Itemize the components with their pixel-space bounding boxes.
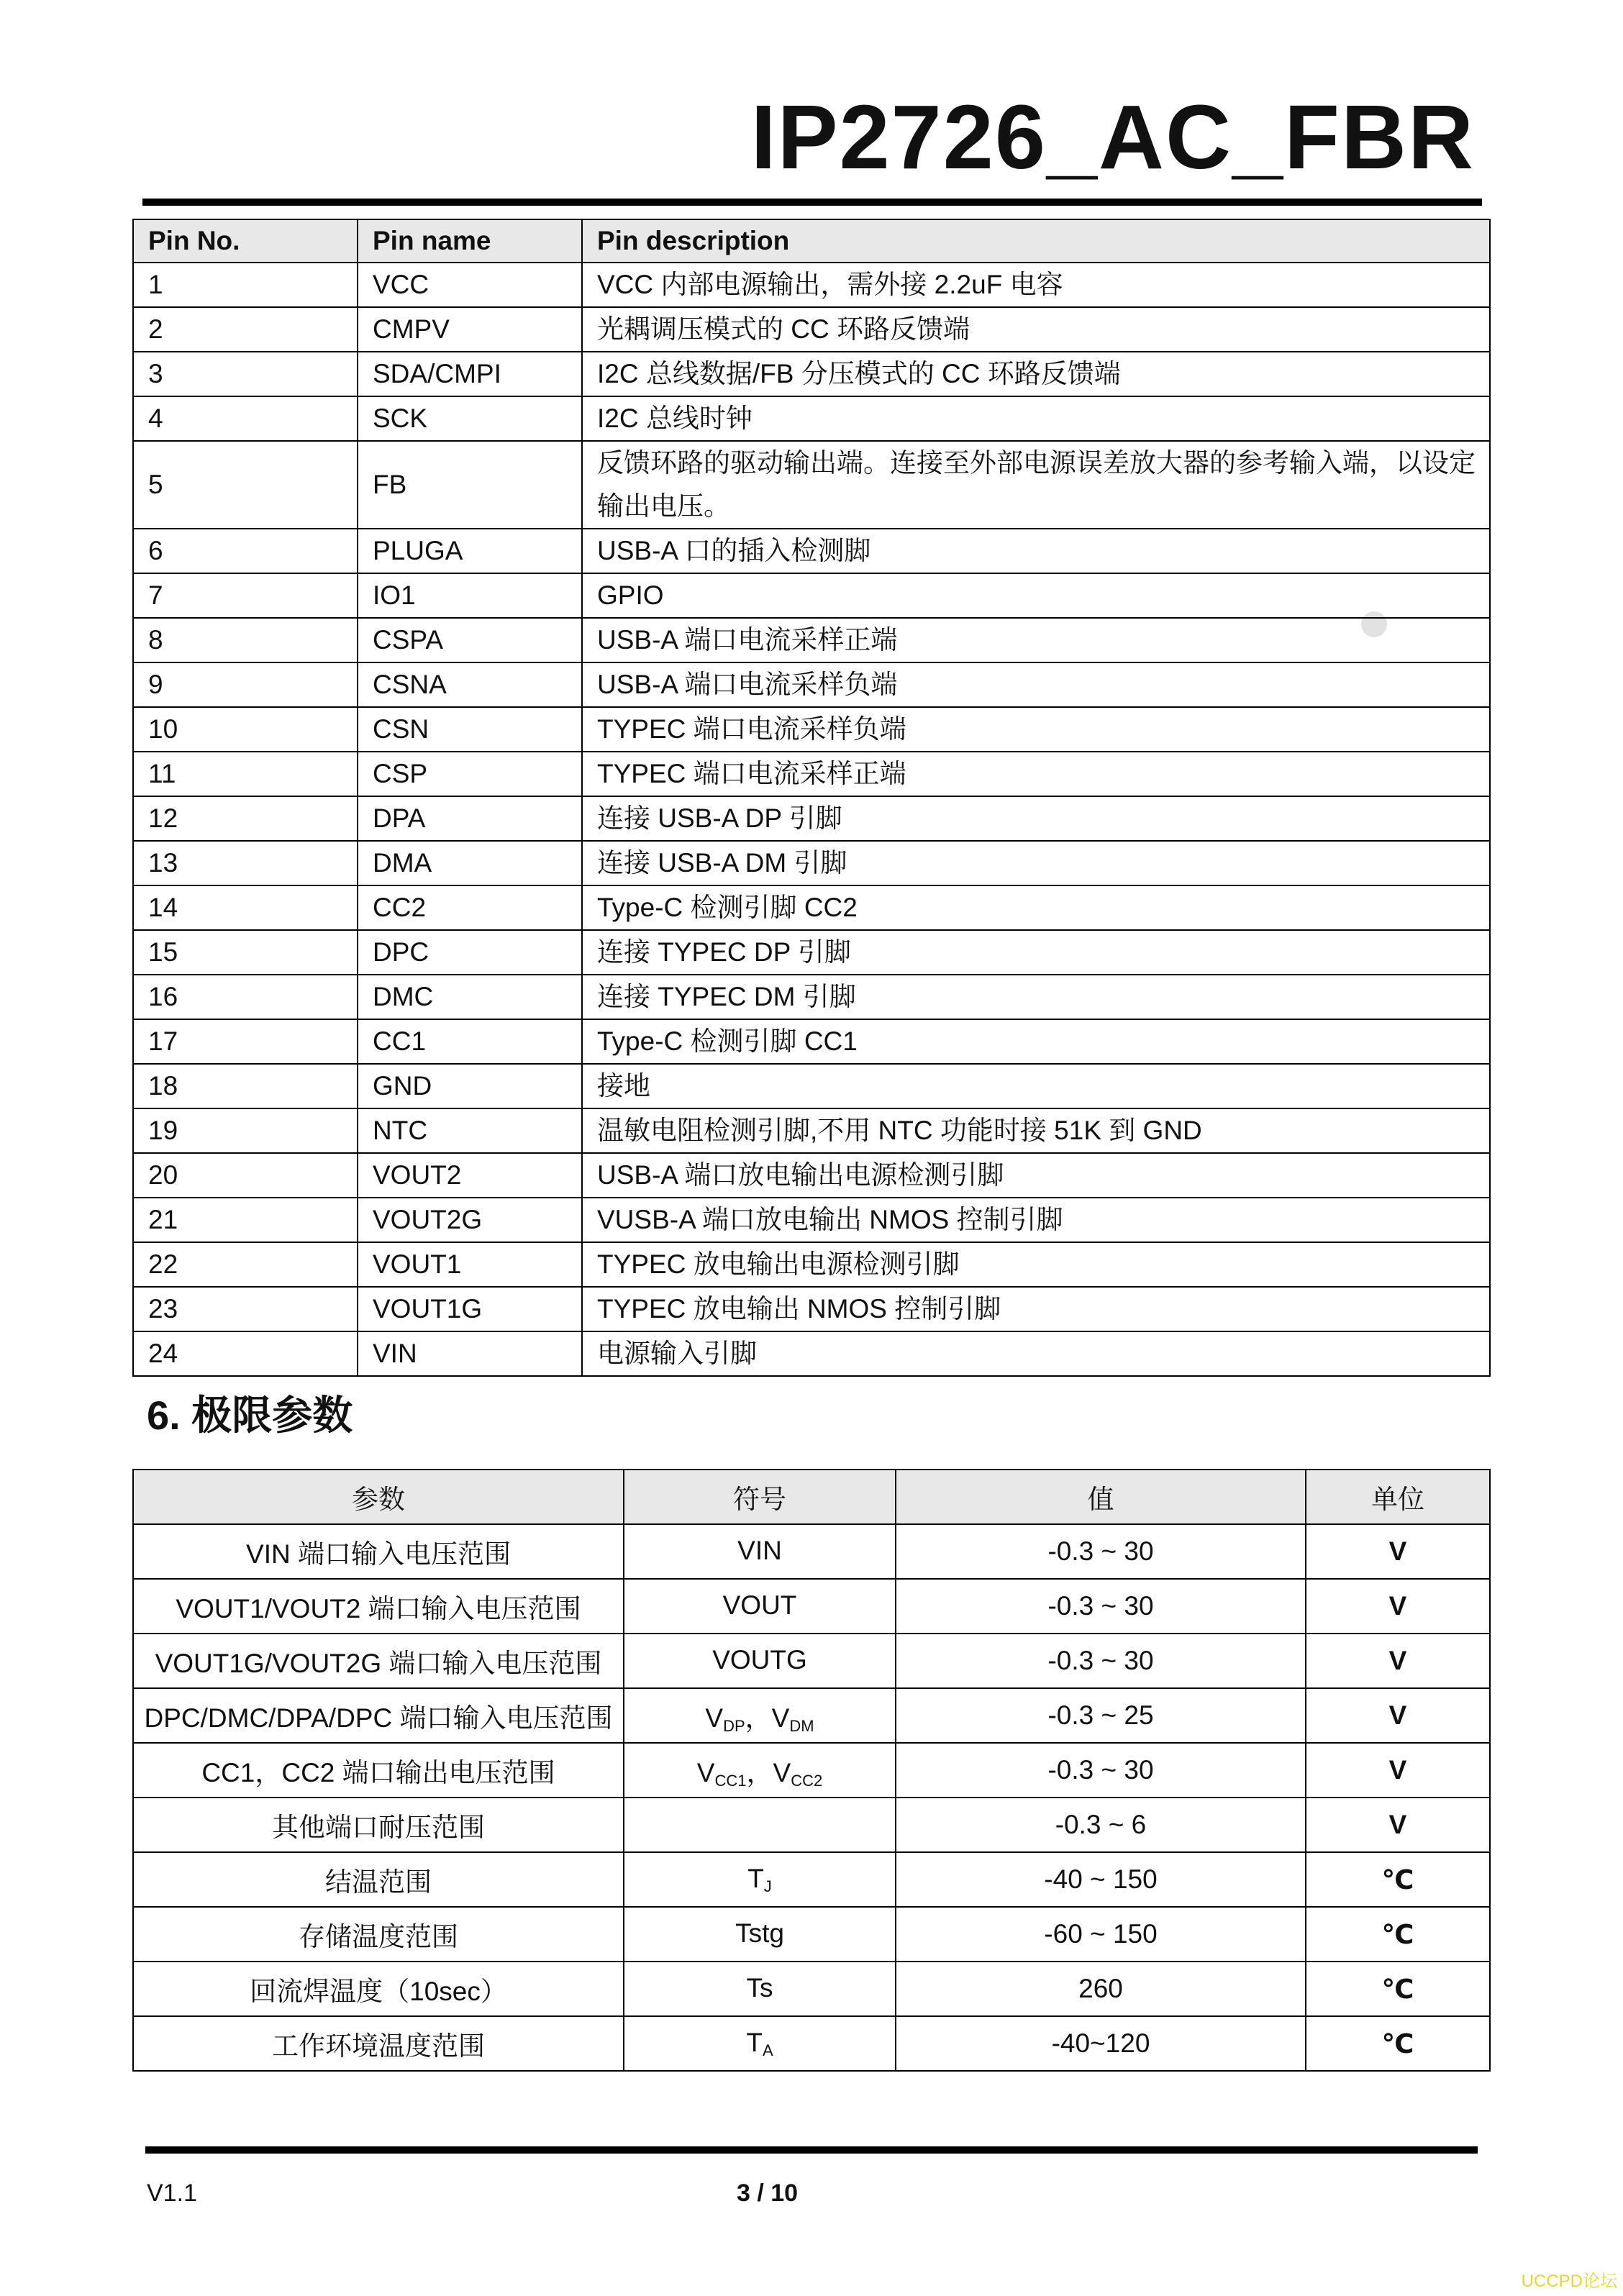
pin-description-table <box>132 219 1491 1377</box>
value-cell: -0.3 ~ 25 <box>896 1688 1306 1743</box>
table-row <box>133 529 1490 573</box>
unit-cell: V <box>1306 1798 1490 1852</box>
pin-no-cell: 9 <box>133 662 358 707</box>
pin-description-cell: TYPEC 放电输出电源检测引脚 <box>582 1242 1490 1287</box>
table-row <box>133 930 1490 975</box>
pin-description-cell: I2C 总线数据/FB 分压模式的 CC 环路反馈端 <box>582 352 1490 396</box>
pin-name-cell: DMA <box>358 841 582 885</box>
symbol-cell <box>624 2016 896 2071</box>
pin-name-cell: CSNA <box>358 662 582 707</box>
pin-name-cell: VOUT2 <box>358 1153 582 1198</box>
pin-name-cell: FB <box>358 441 582 529</box>
pin-description-cell: 连接 TYPEC DM 引脚 <box>582 975 1490 1019</box>
pin-no-cell: 18 <box>133 1064 358 1108</box>
pin-description-cell: 温敏电阻检测引脚,不用 NTC 功能时接 51K 到 GND <box>582 1108 1490 1153</box>
pin-description-cell: 光耦调压模式的 CC 环路反馈端 <box>582 307 1490 352</box>
table-row <box>133 1064 1490 1108</box>
pin-no-cell: 8 <box>133 618 358 662</box>
pin-name-cell: CSP <box>358 752 582 796</box>
symbol-text-2: ，V <box>746 1757 791 1787</box>
table-row <box>133 441 1490 529</box>
pin-name-cell: DMC <box>358 975 582 1019</box>
footer-page-number: 3 / 10 <box>737 2179 799 2207</box>
table-row <box>133 1198 1490 1242</box>
table-row <box>133 352 1490 396</box>
pin-no-cell: 10 <box>133 707 358 752</box>
table-row <box>133 885 1490 930</box>
footer-version: V1.1 <box>147 2179 197 2207</box>
table-row <box>133 752 1490 796</box>
pin-no-cell: 2 <box>133 307 358 352</box>
symbol-text: VIN <box>737 1535 782 1565</box>
pin-no-cell: 19 <box>133 1108 358 1153</box>
pin-name-cell: PLUGA <box>358 529 582 573</box>
table-row <box>133 1579 1490 1634</box>
pin-description-cell: USB-A 端口电流采样正端 <box>582 618 1490 662</box>
param-cell: VIN 端口输入电压范围 <box>133 1524 624 1579</box>
table-row <box>133 841 1490 885</box>
pin-name-cell: DPA <box>358 796 582 841</box>
watermark: UCCPD论坛 <box>1521 2272 1617 2291</box>
symbol-cell <box>624 1852 896 1907</box>
title-rule <box>142 199 1482 206</box>
table-row <box>133 1907 1490 1962</box>
table-row <box>133 573 1490 618</box>
value-cell: -0.3 ~ 30 <box>896 1743 1306 1798</box>
pin-name-cell: SCK <box>358 396 582 441</box>
table-row <box>133 618 1490 662</box>
pin-name-cell: SDA/CMPI <box>358 352 582 396</box>
table-row <box>133 1852 1490 1907</box>
param-cell: VOUT1/VOUT2 端口输入电压范围 <box>133 1579 624 1634</box>
col-header-pin-no: Pin No. <box>133 219 358 263</box>
table-row <box>133 2016 1490 2071</box>
table-row <box>133 975 1490 1019</box>
table-row <box>133 1287 1490 1331</box>
document-title: IP2726_AC_FBR <box>750 86 1475 188</box>
param-cell: 存储温度范围 <box>133 1907 624 1962</box>
symbol-subscript: A <box>762 2041 773 2059</box>
col-header-param: 参数 <box>133 1470 624 1524</box>
unit-cell: ℃ <box>1306 1852 1490 1907</box>
col-header-value: 值 <box>896 1470 1306 1524</box>
value-cell: -0.3 ~ 30 <box>896 1579 1306 1634</box>
pin-name-cell: CSPA <box>358 618 582 662</box>
symbol-text: Ts <box>746 1972 773 2003</box>
pin-name-cell: VOUT1 <box>358 1242 582 1287</box>
pin-table-body <box>133 263 1490 1376</box>
value-cell: -0.3 ~ 6 <box>896 1798 1306 1852</box>
footer-rule <box>145 2146 1478 2154</box>
pin-description-cell: GPIO <box>582 573 1490 618</box>
pin-name-cell: CC1 <box>358 1019 582 1064</box>
col-header-pin-description: Pin description <box>582 219 1490 263</box>
pin-name-cell: CMPV <box>358 307 582 352</box>
pin-no-cell: 24 <box>133 1331 358 1376</box>
symbol-cell <box>624 1524 896 1579</box>
table-header-row <box>133 219 1490 263</box>
symbol-subscript: CC1 <box>714 1771 747 1790</box>
symbol-cell <box>624 1962 896 2016</box>
table-row <box>133 1331 1490 1376</box>
unit-cell: ℃ <box>1306 1907 1490 1962</box>
table-row <box>133 307 1490 352</box>
pin-description-cell: 电源输入引脚 <box>582 1331 1490 1376</box>
pin-description-cell: 连接 TYPEC DP 引脚 <box>582 930 1490 975</box>
limits-table-body <box>133 1524 1490 2071</box>
pin-no-cell: 5 <box>133 441 358 529</box>
pin-no-cell: 6 <box>133 529 358 573</box>
pin-description-cell: USB-A 端口放电输出电源检测引脚 <box>582 1153 1490 1198</box>
pin-no-cell: 13 <box>133 841 358 885</box>
value-cell: -0.3 ~ 30 <box>896 1524 1306 1579</box>
value-cell: -40~120 <box>896 2016 1306 2071</box>
section-heading: 6. 极限参数 <box>147 1393 353 1438</box>
symbol-subscript-2: CC2 <box>791 1771 823 1790</box>
table-row <box>133 1798 1490 1852</box>
pin-description-cell: 接地 <box>582 1064 1490 1108</box>
pin-no-cell: 22 <box>133 1242 358 1287</box>
col-header-pin-name: Pin name <box>358 219 582 263</box>
table-row <box>133 1743 1490 1798</box>
unit-cell: V <box>1306 1524 1490 1579</box>
param-cell: DPC/DMC/DPA/DPC 端口输入电压范围 <box>133 1688 624 1743</box>
col-header-unit: 单位 <box>1306 1470 1490 1524</box>
pin-description-cell: 连接 USB-A DM 引脚 <box>582 841 1490 885</box>
table-row <box>133 1524 1490 1579</box>
table-row <box>133 1153 1490 1198</box>
value-cell: -0.3 ~ 30 <box>896 1634 1306 1688</box>
unit-cell: ℃ <box>1306 2016 1490 2071</box>
unit-cell: V <box>1306 1688 1490 1743</box>
symbol-text: VOUT <box>722 1590 797 1620</box>
value-cell: -40 ~ 150 <box>896 1852 1306 1907</box>
pin-no-cell: 15 <box>133 930 358 975</box>
pin-description-cell: 反馈环路的驱动输出端。连接至外部电源误差放大器的参考输入端，以设定输出电压。 <box>582 441 1490 529</box>
param-cell: CC1，CC2 端口输出电压范围 <box>133 1743 624 1798</box>
symbol-text: VOUTG <box>712 1644 807 1675</box>
symbol-subscript: J <box>763 1877 772 1895</box>
unit-cell: V <box>1306 1579 1490 1634</box>
symbol-cell <box>624 1798 896 1852</box>
table-row <box>133 263 1490 307</box>
table-row <box>133 1108 1490 1153</box>
pin-no-cell: 20 <box>133 1153 358 1198</box>
pin-no-cell: 1 <box>133 263 358 307</box>
pin-name-cell: NTC <box>358 1108 582 1153</box>
param-cell: 工作环境温度范围 <box>133 2016 624 2071</box>
unit-cell: V <box>1306 1743 1490 1798</box>
pin-description-cell: VCC 内部电源输出，需外接 2.2uF 电容 <box>582 263 1490 307</box>
pin-name-cell: VCC <box>358 263 582 307</box>
table-row <box>133 796 1490 841</box>
unit-cell: V <box>1306 1634 1490 1688</box>
pin-name-cell: CSN <box>358 707 582 752</box>
pin-description-cell: 连接 USB-A DP 引脚 <box>582 796 1490 841</box>
symbol-text: T <box>746 2027 763 2057</box>
pin-name-cell: VOUT2G <box>358 1198 582 1242</box>
table-row <box>133 662 1490 707</box>
pin-name-cell: DPC <box>358 930 582 975</box>
pin-description-cell: VUSB-A 端口放电输出 NMOS 控制引脚 <box>582 1198 1490 1242</box>
symbol-subscript-2: DM <box>789 1716 814 1735</box>
pin-no-cell: 16 <box>133 975 358 1019</box>
pin-description-cell: Type-C 检测引脚 CC1 <box>582 1019 1490 1064</box>
table-row <box>133 1019 1490 1064</box>
symbol-cell <box>624 1579 896 1634</box>
pin-description-cell: TYPEC 端口电流采样负端 <box>582 707 1490 752</box>
symbol-text: Tstg <box>735 1918 784 1948</box>
table-row <box>133 1634 1490 1688</box>
table-row <box>133 1962 1490 2016</box>
symbol-cell <box>624 1743 896 1798</box>
table-row <box>133 1242 1490 1287</box>
symbol-subscript: DP <box>723 1716 745 1735</box>
symbol-text: T <box>747 1863 764 1893</box>
param-cell: VOUT1G/VOUT2G 端口输入电压范围 <box>133 1634 624 1688</box>
pin-no-cell: 23 <box>133 1287 358 1331</box>
value-cell: 260 <box>896 1962 1306 2016</box>
symbol-cell <box>624 1634 896 1688</box>
pin-name-cell: GND <box>358 1064 582 1108</box>
table-row <box>133 1688 1490 1743</box>
symbol-text: V <box>696 1757 715 1787</box>
pin-name-cell: IO1 <box>358 573 582 618</box>
pin-no-cell: 4 <box>133 396 358 441</box>
pin-description-cell: TYPEC 端口电流采样正端 <box>582 752 1490 796</box>
pin-no-cell: 17 <box>133 1019 358 1064</box>
symbol-cell <box>624 1907 896 1962</box>
pin-no-cell: 21 <box>133 1198 358 1242</box>
unit-cell: ℃ <box>1306 1962 1490 2016</box>
symbol-text: V <box>705 1703 724 1733</box>
table-row <box>133 707 1490 752</box>
pin-no-cell: 7 <box>133 573 358 618</box>
table-row <box>133 396 1490 441</box>
pin-no-cell: 3 <box>133 352 358 396</box>
pin-description-cell: USB-A 口的插入检测脚 <box>582 529 1490 573</box>
col-header-symbol: 符号 <box>624 1470 896 1524</box>
value-cell: -60 ~ 150 <box>896 1907 1306 1962</box>
pin-name-cell: CC2 <box>358 885 582 930</box>
pin-description-cell: Type-C 检测引脚 CC2 <box>582 885 1490 930</box>
symbol-cell <box>624 1688 896 1743</box>
pin-no-cell: 11 <box>133 752 358 796</box>
pin-description-cell: USB-A 端口电流采样负端 <box>582 662 1490 707</box>
pin-description-cell: TYPEC 放电输出 NMOS 控制引脚 <box>582 1287 1490 1331</box>
pin-no-cell: 14 <box>133 885 358 930</box>
param-cell: 回流焊温度（10sec） <box>133 1962 624 2016</box>
absolute-max-ratings-table <box>132 1469 1491 2072</box>
pin-name-cell: VOUT1G <box>358 1287 582 1331</box>
pin-description-cell: I2C 总线时钟 <box>582 396 1490 441</box>
param-cell: 其他端口耐压范围 <box>133 1798 624 1852</box>
pin-name-cell: VIN <box>358 1331 582 1376</box>
pin-no-cell: 12 <box>133 796 358 841</box>
param-cell: 结温范围 <box>133 1852 624 1907</box>
symbol-text-2: ，V <box>745 1703 790 1733</box>
table-header-row <box>133 1470 1490 1524</box>
